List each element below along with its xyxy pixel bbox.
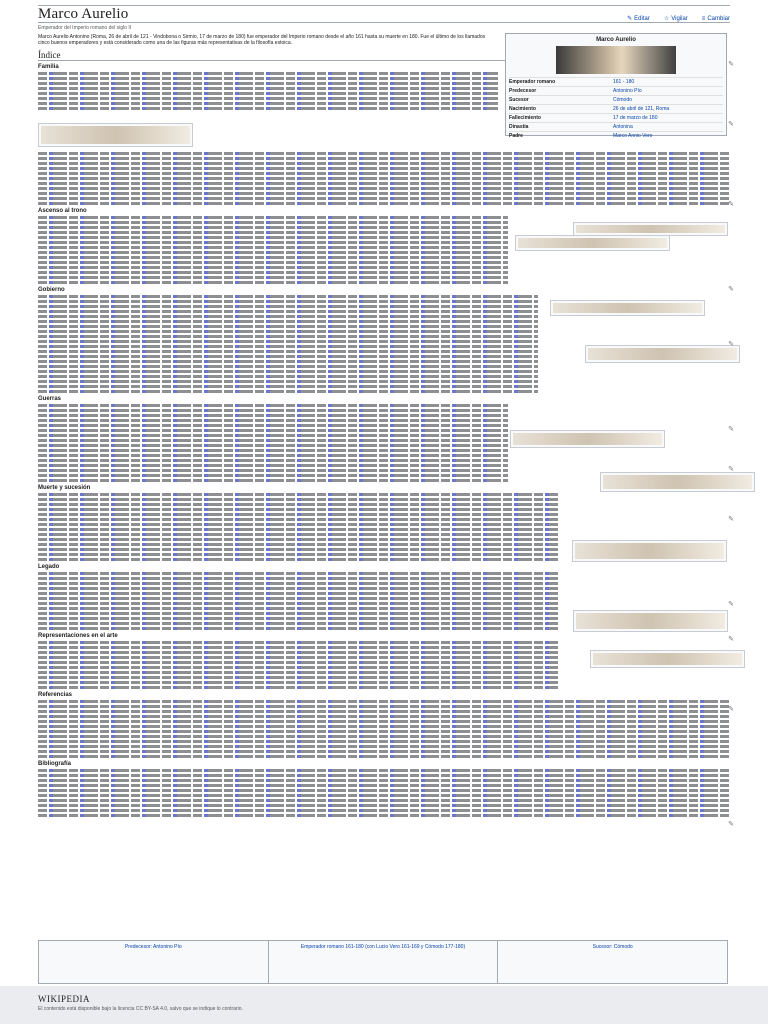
page-title: Marco Aurelio [38,6,129,22]
section-heading: Índice [38,50,508,61]
edit-button[interactable]: ✎ Editar [627,15,650,22]
text-block [38,641,558,689]
infobox-row: Padre Marco Annio Vero [509,131,723,140]
figure-thumbnail[interactable] [590,650,745,668]
figure-thumbnail[interactable] [38,123,193,147]
section-heading: Muerte y sucesión [38,485,91,491]
figure-thumbnail[interactable] [573,222,728,236]
section-edit-pencil-icon[interactable]: ✎ [728,821,734,828]
text-block [38,493,558,561]
page-actions [627,15,730,22]
figure-thumbnail[interactable] [573,610,728,632]
license-text: El contenido está disponible bajo la licencia CC BY-SA 4.0, salvo que se indique lo contrario. [38,1006,243,1012]
succession-navbox [38,940,728,984]
section-heading: Familia [38,64,59,70]
section-heading: Ascenso al trono [38,208,87,214]
pencil-icon: ✎ [627,16,633,22]
figure-thumbnail[interactable] [572,540,727,562]
change-button[interactable]: ≡ Cambiar [701,15,730,22]
section-heading: Bibliografía [38,761,72,767]
lead-paragraph: Marco Aurelio Antonino (Roma, 26 de abril de 121 - Vindobona o Sirmio, 17 de marzo de 180) fue emperador del Imperio romano desde el año 161 hasta su muerte en 180. Fue el último de los llamados cinco buenos emperadores y está considerado como una de las figuras más representativas de la filosofía estoica. [38,34,486,46]
infobox-row: Fallecimiento 17 de marzo de 180 [509,113,723,122]
page-subtitle: Emperador del Imperio romano del siglo II [38,22,730,31]
infobox-portrait [556,46,676,74]
section-edit-pencil-icon[interactable]: ✎ [728,61,734,68]
figure-thumbnail[interactable] [550,300,705,316]
section-edit-pencil-icon[interactable]: ✎ [728,286,734,293]
section-heading: Referencias [38,692,73,698]
figure-thumbnail[interactable] [515,235,670,251]
text-block [38,404,508,482]
section-heading: Gobierno [38,287,65,293]
infobox-row: Sucesor Cómodo [509,95,723,104]
section-heading: Guerras [38,396,62,402]
text-block [38,152,730,205]
star-icon: ☆ [663,16,670,22]
section-edit-pencil-icon[interactable]: ✎ [728,601,734,608]
text-block [38,72,498,110]
section-heading: Representaciones en el arte [38,633,118,639]
figure-thumbnail[interactable] [585,345,740,363]
section-edit-pencil-icon[interactable]: ✎ [728,201,734,208]
section-edit-pencil-icon[interactable]: ✎ [728,706,734,713]
navbox-title[interactable]: Emperador romano 161-180 (con Lucio Vero 161-169 y Cómodo 177-180) [269,941,499,983]
watch-button[interactable]: ☆ Vigilar [663,15,688,22]
infobox-title: Marco Aurelio [596,37,636,43]
figure-image [41,126,190,144]
section-edit-pencil-icon[interactable]: ✎ [728,426,734,433]
infobox-row: Predecesor Antonino Pío [509,86,723,95]
title-row [38,7,730,22]
section-heading: Legado [38,564,60,570]
infobox-row: Dinastía Antonina [509,122,723,131]
navbox-successor[interactable]: Sucesor: Cómodo [498,941,727,983]
section-edit-pencil-icon[interactable]: ✎ [728,121,734,128]
section-edit-pencil-icon[interactable]: ✎ [728,466,734,473]
site-footer [0,986,768,1024]
section-edit-pencil-icon[interactable]: ✎ [728,636,734,643]
text-block [38,216,508,284]
infobox [505,33,727,139]
infobox-row: Emperador romano 161 - 180 [509,77,723,86]
text-block [38,572,558,630]
infobox-row: Nacimiento 26 de abril de 121, Roma [509,104,723,113]
references-list [38,700,730,758]
section-edit-pencil-icon[interactable]: ✎ [728,516,734,523]
wikipedia-wordmark[interactable]: WIKIPEDIA [38,994,90,1004]
text-block [38,295,538,393]
figure-thumbnail[interactable] [510,430,665,448]
navbox-predecessor[interactable]: Predecesor: Antonino Pío [39,941,269,983]
section-edit-pencil-icon[interactable]: ✎ [728,341,734,348]
figure-thumbnail[interactable] [600,472,755,492]
bibliography-list [38,769,730,817]
article-body [38,50,498,110]
menu-icon: ≡ [701,15,706,22]
top-navigation-bar [38,0,730,6]
